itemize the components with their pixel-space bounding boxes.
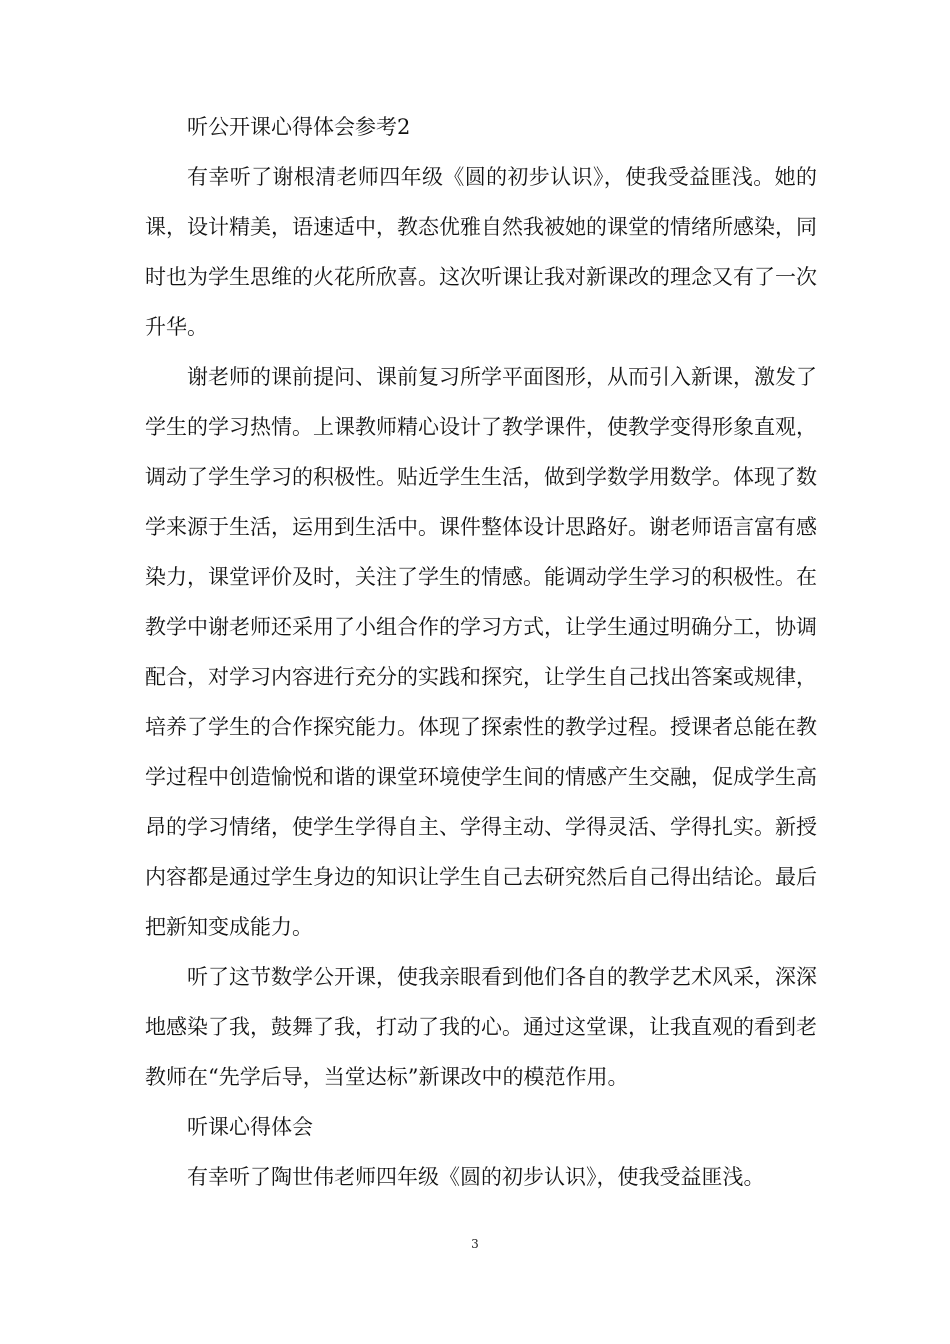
page-number: 3 <box>471 1237 479 1251</box>
body-paragraph: 谢老师的课前提问、课前复习所学平面图形，从而引入新课，激发了学生的学习热情。上课教师精心设计了教学课件，使教学变得形象直观，调动了学生学习的积极性。贴近学生生活，做到学数学用数学。体现了数学来源于生活，运用到生活中。课件整体设计思路好。谢老师语言富有感染力，课堂评价及时，关注了学生的情感。能调动学生学习的积极性。在教学中谢老师还采用了小组合作的学习方式，让学生通过明确分工，协调配合，对学习内容进行充分的实践和探究，让学生自己找出答案或规律，培养了学生的合作探究能力。体现了探索性的教学过程。授课者总能在教学过程中创造愉悦和谐的课堂环境使学生间的情感产生交融，促成学生高昂的学习情绪，使学生学得自主、学得主动、学得灵活、学得扎实。新授内容都是通过学生身边的知识让学生自己去研究然后自己得出结论。最后把新知变成能力。 <box>145 365 817 939</box>
section-heading: 听课心得体会 <box>187 1115 313 1139</box>
heading-paragraph: 听公开课心得体会参考2 <box>187 115 411 139</box>
body-paragraph: 有幸听了谢根清老师四年级《圆的初步认识》，使我受益匪浅。她的课，设计精美，语速适中，教态优雅自然我被她的课堂的情绪所感染，同时也为学生思维的火花所欣喜。这次听课让我对新课改的理念又有了一次升华。 <box>145 165 817 339</box>
body-paragraph: 听了这节数学公开课，使我亲眼看到他们各自的教学艺术风采，深深地感染了我，鼓舞了我，打动了我的心。通过这堂课，让我直观的看到老教师在“先学后导，当堂达标”新课改中的模范作用。 <box>145 965 817 1089</box>
body-paragraph: 有幸听了陶世伟老师四年级《圆的初步认识》，使我受益匪浅。 <box>187 1165 765 1189</box>
document-body <box>145 102 817 1202</box>
